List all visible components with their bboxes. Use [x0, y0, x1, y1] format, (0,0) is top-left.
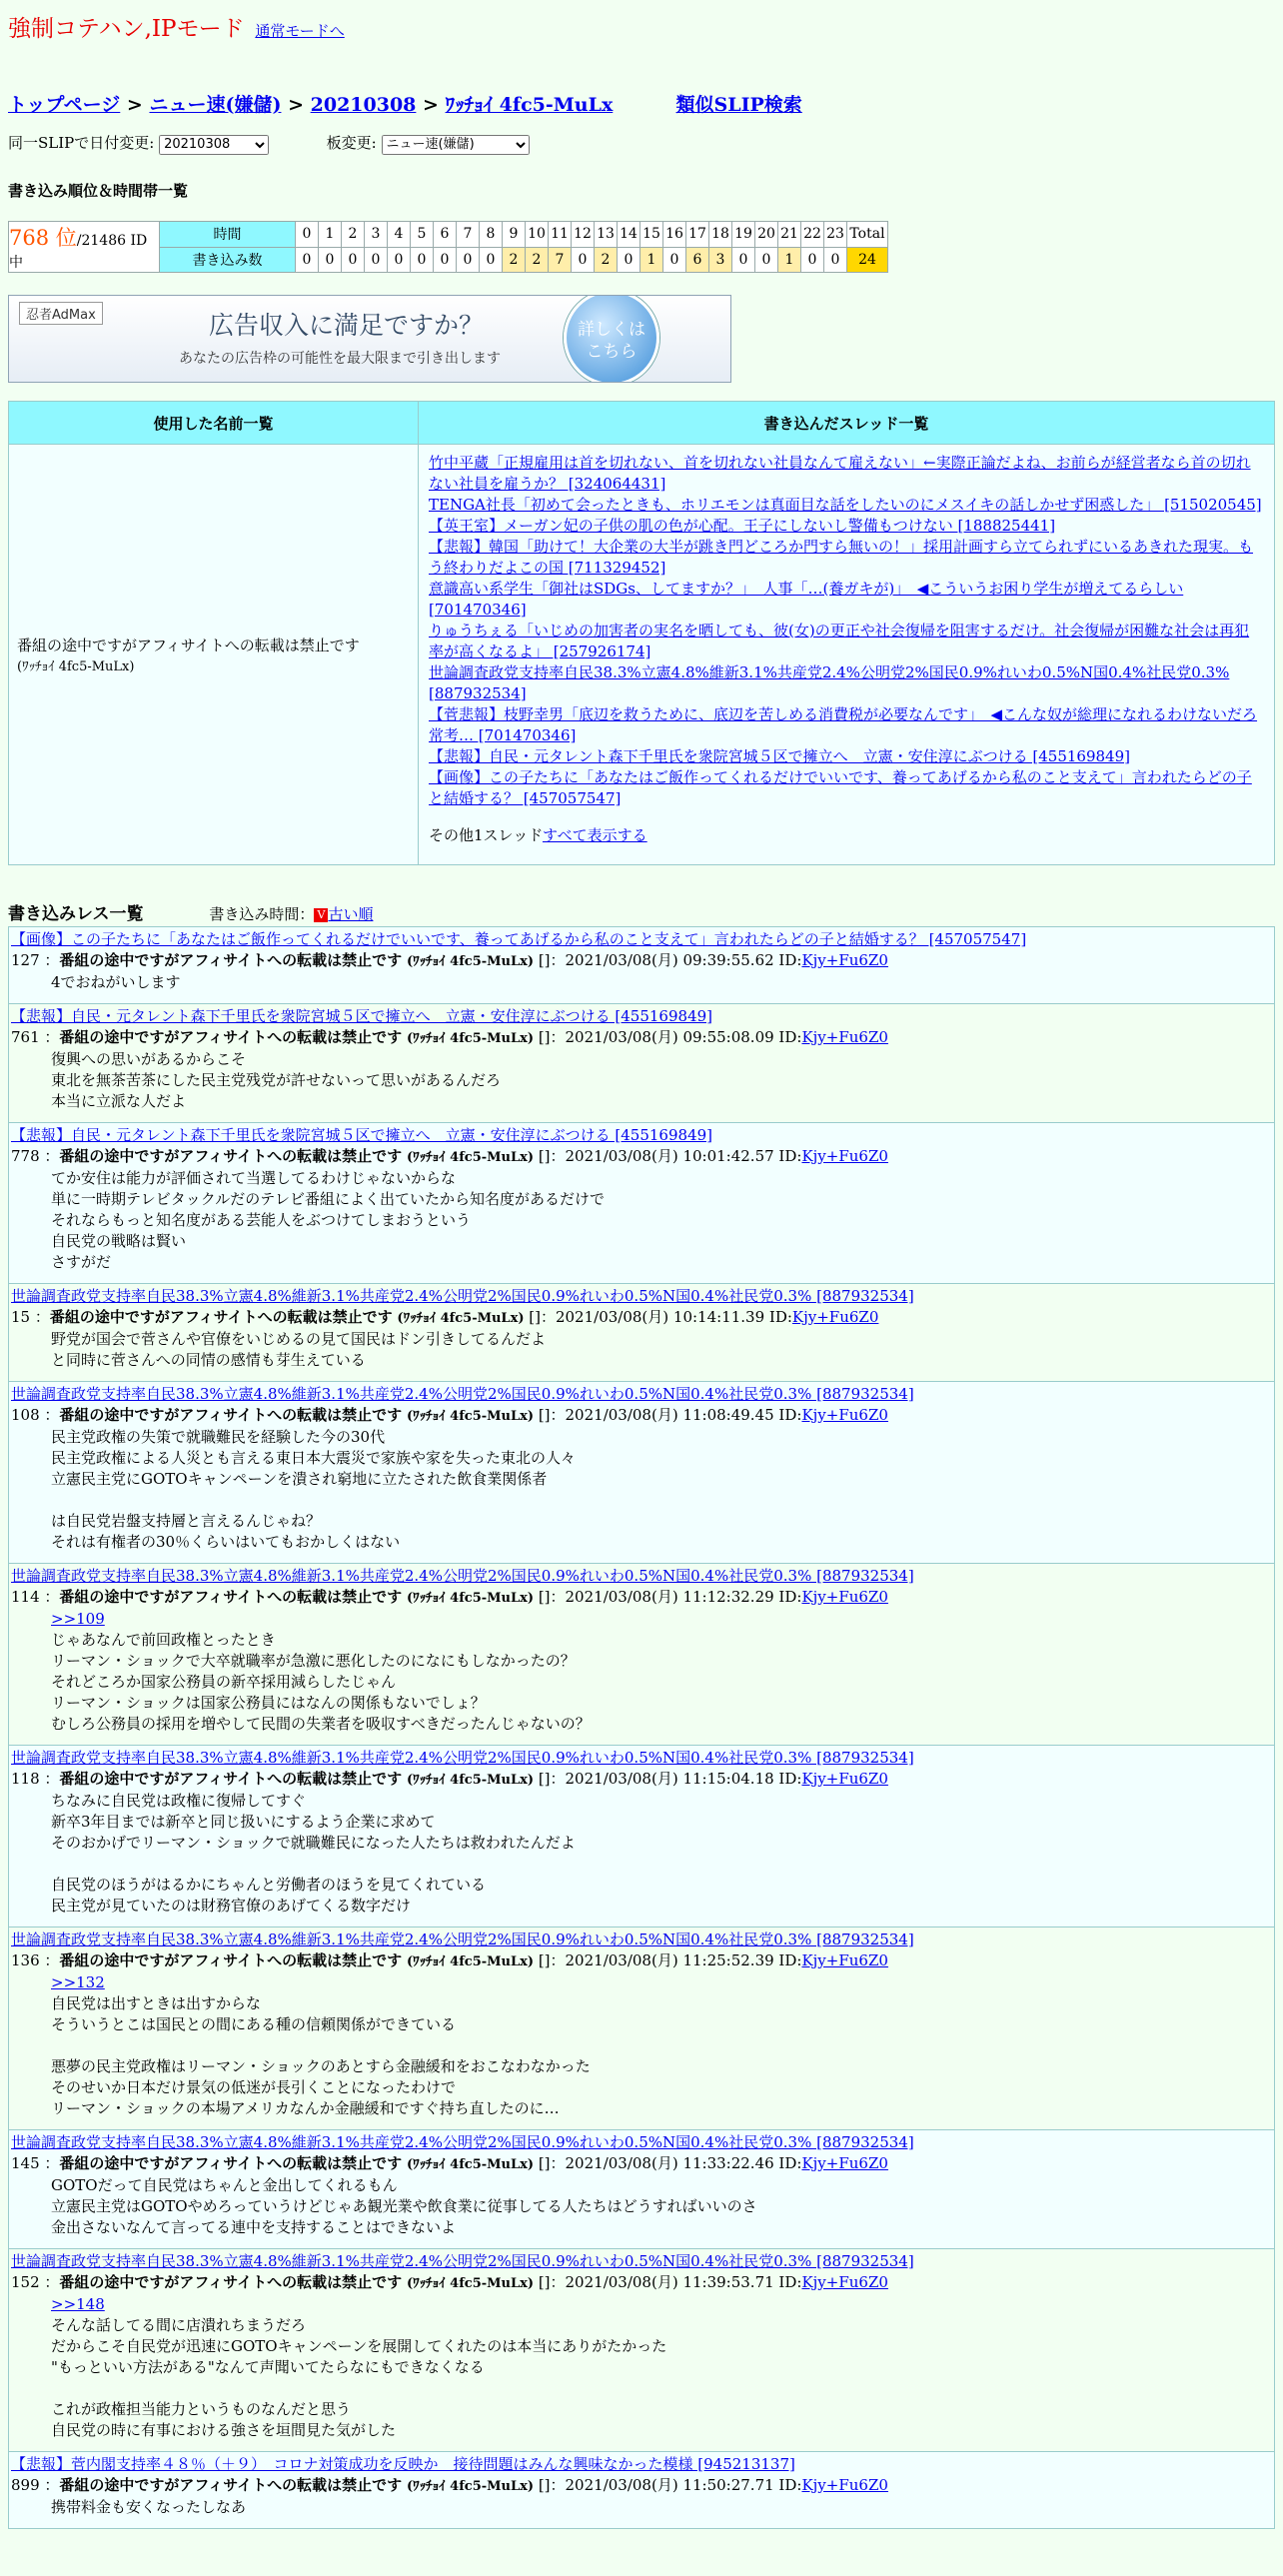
normal-mode-link[interactable]: 通常モードへ [255, 22, 345, 40]
rank-total: /21486 ID中 [9, 233, 148, 271]
hour-cell: 14 [618, 222, 641, 248]
hour-cell: 12 [572, 222, 595, 248]
hour-cell: 5 [411, 222, 434, 248]
date-select[interactable] [159, 135, 269, 155]
ad-details-button[interactable]: 詳しくは こちら [564, 295, 659, 383]
post-body: 4でおねがいします [51, 973, 181, 991]
post-author: 番組の途中ですがアフィサイトへの転載は禁止です [59, 1951, 403, 1969]
count-cell: 0 [296, 247, 319, 273]
count-cell: 0 [801, 247, 824, 273]
post-date: []：2021/03/08(月) 09:55:08.09 ID: [538, 1028, 802, 1046]
board-change-label: 板変更: [326, 134, 377, 152]
post-trip: (ﾜｯﾁｮｲ 4fc5-MuLx) [406, 1773, 535, 1788]
time-row-label: 時間 [160, 222, 296, 248]
count-cell: 0 [319, 247, 342, 273]
post-thread-link[interactable]: 【画像】この子たちに「あなたはご飯作ってくれるだけでいいです、養ってあげるから私のこと支えて」言われたらどの子と結婚する？ [457057547] [11, 930, 1027, 948]
count-cell: 0 [663, 247, 686, 273]
post-meta: 118 ：番組の途中ですがアフィサイトへの転載は禁止です (ﾜｯﾁｮｲ 4fc5-MuLx) []：2021/03/08(月) 11:15:04.18 ID:Kjy+Fu6Z0 [11, 1770, 888, 1788]
post-trip: (ﾜｯﾁｮｲ 4fc5-MuLx) [406, 1954, 535, 1969]
count-cell: 2 [503, 247, 526, 273]
post-body: 野党が国会で菅さんや官僚をいじめるの見て国民はドン引きしてるんだよ と同時に菅さんへの同情の感情も芽生えている [51, 1330, 547, 1369]
board-select[interactable] [382, 135, 530, 155]
post-meta: 114 ：番組の途中ですがアフィサイトへの転載は禁止です (ﾜｯﾁｮｲ 4fc5-MuLx) []：2021/03/08(月) 11:12:32.29 ID:Kjy+Fu6Z0 [11, 1588, 888, 1606]
post-number: 136 [11, 1951, 40, 1969]
hour-cell: 3 [365, 222, 388, 248]
post-date: []：2021/03/08(月) 10:01:42.57 ID: [538, 1147, 802, 1165]
post-meta: 152 ：番組の途中ですがアフィサイトへの転載は禁止です (ﾜｯﾁｮｲ 4fc5-MuLx) []：2021/03/08(月) 11:39:53.71 ID:Kjy+Fu6Z0 [11, 2273, 888, 2291]
post-date: []：2021/03/08(月) 11:39:53.71 ID: [538, 2273, 802, 2291]
hour-cell: 1 [319, 222, 342, 248]
page-header [8, 10, 1275, 40]
hour-cell: 21 [778, 222, 801, 248]
count-cell: 2 [526, 247, 549, 273]
thread-link[interactable]: 【悲報】自民・元タレント森下千里氏を衆院宮城５区で擁立へ 立憲・安住淳にぶつける [455169849] [429, 747, 1130, 765]
reply-anchor-link[interactable] [11, 1609, 1274, 1630]
post-author: 番組の途中ですがアフィサイトへの転載は禁止です [59, 1588, 403, 1606]
post-number: 114 [11, 1588, 40, 1606]
post-item [8, 1381, 1275, 1564]
post-meta: 778 ：番組の途中ですがアフィサイトへの転載は禁止です (ﾜｯﾁｮｲ 4fc5-MuLx) []：2021/03/08(月) 10:01:42.57 ID:Kjy+Fu6Z0 [11, 1147, 888, 1165]
names-cell [9, 445, 419, 865]
post-thread-link[interactable]: 【悲報】自民・元タレント森下千里氏を衆院宮城５区で擁立へ 立憲・安住淳にぶつける [455169849] [11, 1126, 712, 1144]
post-trip: (ﾜｯﾁｮｲ 4fc5-MuLx) [406, 2479, 535, 2494]
count-cell: 6 [686, 247, 709, 273]
post-number: 152 [11, 2273, 40, 2291]
date-change-label: 同一SLIPで日付変更: [8, 134, 155, 152]
post-date: []：2021/03/08(月) 11:15:04.18 ID: [538, 1770, 802, 1788]
post-meta: 145 ：番組の途中ですがアフィサイトへの転載は禁止です (ﾜｯﾁｮｲ 4fc5-MuLx) []：2021/03/08(月) 11:33:22.46 ID:Kjy+Fu6Z0 [11, 2154, 888, 2172]
post-author: 番組の途中ですがアフィサイトへの転載は禁止です [49, 1308, 393, 1326]
hour-total-label: Total [847, 222, 888, 248]
post-item [8, 1745, 1275, 1928]
post-number: 145 [11, 2154, 40, 2172]
similar-slip-link[interactable]: 類似SLIP検索 [675, 94, 802, 116]
post-meta: 136 ：番組の途中ですがアフィサイトへの転載は禁止です (ﾜｯﾁｮｲ 4fc5-MuLx) []：2021/03/08(月) 11:25:52.39 ID:Kjy+Fu6Z0 [11, 1951, 888, 1969]
poster-name: 番組の途中ですがアフィサイトへの転載は禁止です [17, 637, 360, 654]
post-meta: 108 ：番組の途中ですがアフィサイトへの転載は禁止です (ﾜｯﾁｮｲ 4fc5-MuLx) []：2021/03/08(月) 11:08:49.45 ID:Kjy+Fu6Z0 [11, 1406, 888, 1424]
hour-cell: 17 [686, 222, 709, 248]
reply-anchor[interactable]: >>132 [51, 1973, 105, 1991]
count-cell: 0 [457, 247, 480, 273]
post-item [8, 2129, 1275, 2249]
threads-cell [419, 445, 1275, 865]
reply-anchor[interactable]: >>148 [51, 2295, 105, 2313]
posts-title: 書き込みレス一覧 [8, 904, 144, 924]
thread-list [429, 453, 1264, 809]
count-cell: 0 [342, 247, 365, 273]
rank-cell [9, 222, 160, 273]
post-author: 番組の途中ですがアフィサイトへの転載は禁止です [59, 1028, 403, 1046]
count-cell: 0 [732, 247, 755, 273]
rank-value: 768 位 [9, 226, 77, 250]
post-meta: 127 ：番組の途中ですがアフィサイトへの転載は禁止です (ﾜｯﾁｮｲ 4fc5-MuLx) []：2021/03/08(月) 09:39:55.62 ID:Kjy+Fu6Z0 [11, 951, 888, 969]
post-author: 番組の途中ですがアフィサイトへの転載は禁止です [59, 1406, 403, 1424]
post-thread-link[interactable]: 【悲報】菅内閣支持率４８％（＋９） コロナ対策成功を反映か 接待問題はみんな興味なかった模様 [945213137] [11, 2455, 795, 2473]
count-cell: 0 [480, 247, 503, 273]
post-body: 携帯料金も安くなったしなあ [51, 2498, 247, 2516]
post-body: GOTOだって自民党はちゃんと金出してくれるもん 立憲民主党はGOTOやめろっていうけどじゃあ観光業や飲食業に従事してる人たちはどうすればいいのさ 金出さないなんて言ってる連中を支持することはできないよ [51, 2176, 757, 2236]
post-meta: 15 ：番組の途中ですがアフィサイトへの転載は禁止です (ﾜｯﾁｮｲ 4fc5-MuLx) []：2021/03/08(月) 10:14:11.39 ID:Kjy+Fu6Z0 [11, 1308, 879, 1326]
post-author: 番組の途中ですがアフィサイトへの転載は禁止です [59, 951, 403, 969]
selector-row [8, 132, 1275, 156]
post-date: []：2021/03/08(月) 10:14:11.39 ID: [529, 1308, 792, 1326]
post-thread-link[interactable]: 世論調査政党支持率自民38.3%立憲4.8%維新3.1%共産党2.4%公明党2%国民0.9%れいわ0.5%N国0.4%社民党0.3% [887932534] [11, 1931, 914, 1948]
thread-link[interactable]: 意識高い系学生「御社はSDGs、してますか？」 人事「…(養ガキが)」 ◀こういうお困り学生が増えてるらしい [701470346] [429, 580, 1184, 619]
post-author: 番組の途中ですがアフィサイトへの転載は禁止です [59, 1770, 403, 1788]
order-label: 書き込み時間： [209, 905, 315, 923]
ad-banner[interactable] [8, 295, 731, 383]
hour-cell: 16 [663, 222, 686, 248]
order-control [209, 905, 373, 923]
post-date: []：2021/03/08(月) 11:12:32.29 ID: [538, 1588, 802, 1606]
hour-cell: 9 [503, 222, 526, 248]
post-thread-link[interactable]: 世論調査政党支持率自民38.3%立憲4.8%維新3.1%共産党2.4%公明党2%国民0.9%れいわ0.5%N国0.4%社民党0.3% [887932534] [11, 1567, 914, 1585]
post-id-link[interactable]: Kjy+Fu6Z0 [801, 1028, 888, 1046]
post-id-link[interactable]: Kjy+Fu6Z0 [801, 2273, 888, 2291]
hour-cell: 10 [526, 222, 549, 248]
count-cell: 1 [641, 247, 663, 273]
post-id-link[interactable]: Kjy+Fu6Z0 [801, 1588, 888, 1606]
posts-heading [8, 899, 1275, 927]
breadcrumb-slip[interactable]: ﾜｯﾁｮｲ 4fc5-MuLx [445, 94, 614, 116]
post-body: 自民党は出すときは出すからな そういうとこは国民との間にある種の信頼関係ができている 悪夢の民主党政権はリーマン・ショックのあとすら金融緩和をおこなわなかった そのせいか日本だけ景気の低迷が長引くことになったわけで リーマン・ショックの本場アメリカなんか金融緩和ですぐ持ち直したのに… [51, 1994, 591, 2117]
post-item [8, 1003, 1275, 1123]
post-number: 15 [11, 1308, 31, 1326]
post-item [8, 2248, 1275, 2452]
post-date: []：2021/03/08(月) 11:33:22.46 ID: [538, 2154, 802, 2172]
post-item [8, 1283, 1275, 1382]
post-thread-link[interactable]: 世論調査政党支持率自民38.3%立憲4.8%維新3.1%共産党2.4%公明党2%国民0.9%れいわ0.5%N国0.4%社民党0.3% [887932534] [11, 2252, 914, 2270]
count-cell: 3 [709, 247, 732, 273]
post-id-link[interactable]: Kjy+Fu6Z0 [801, 951, 888, 969]
count-cell: 0 [618, 247, 641, 273]
hour-cell: 6 [434, 222, 457, 248]
post-body: 復興への思いがあるからこそ 東北を無茶苦茶にした民主党残党が許せないって思いがあるんだろ 本当に立派な人だよ [51, 1050, 502, 1110]
hour-cell: 20 [755, 222, 778, 248]
post-id-link[interactable]: Kjy+Fu6Z0 [801, 1147, 888, 1165]
oldest-first-link[interactable]: 古い順 [328, 905, 374, 923]
hour-cell: 23 [824, 222, 847, 248]
hour-cell: 11 [549, 222, 572, 248]
reply-anchor-link[interactable] [11, 1972, 1274, 1993]
hour-cell: 2 [342, 222, 365, 248]
post-number: 761 [11, 1028, 40, 1046]
hour-cell: 0 [296, 222, 319, 248]
breadcrumb-board[interactable]: ニュー速(嫌儲) [149, 94, 282, 116]
post-trip: (ﾜｯﾁｮｲ 4fc5-MuLx) [406, 1591, 535, 1606]
post-id-link[interactable]: Kjy+Fu6Z0 [791, 1308, 879, 1326]
post-author: 番組の途中ですがアフィサイトへの転載は禁止です [59, 2273, 403, 2291]
thread-link[interactable]: 【画像】この子たちに「あなたはご飯作ってくれるだけでいいです、養ってあげるから私のこと支えて」言われたらどの子と結婚する？ [457057547] [429, 768, 1252, 807]
count-cell: 7 [549, 247, 572, 273]
thread-link[interactable]: TENGA社長「初めて会ったときも、ホリエモンは真面目な話をしたいのにメスイキの話しかせず困惑した」 [515020545] [429, 496, 1262, 514]
count-cell: 0 [388, 247, 411, 273]
count-cell: 0 [572, 247, 595, 273]
poster-trip: (ﾜｯﾁｮｲ 4fc5-MuLx) [17, 659, 135, 674]
sort-icon: V [314, 908, 328, 922]
post-id-link[interactable]: Kjy+Fu6Z0 [801, 1951, 888, 1969]
count-total: 24 [847, 247, 888, 273]
ad-headline: 広告収入に満足ですか？ [209, 311, 485, 340]
hour-cell: 19 [732, 222, 755, 248]
hour-cell: 18 [709, 222, 732, 248]
post-trip: (ﾜｯﾁｮｲ 4fc5-MuLx) [406, 1031, 535, 1046]
post-id-link[interactable]: Kjy+Fu6Z0 [801, 1406, 888, 1424]
post-number: 108 [11, 1406, 40, 1424]
post-meta: 899 ：番組の途中ですがアフィサイトへの転載は禁止です (ﾜｯﾁｮｲ 4fc5-MuLx) []：2021/03/08(月) 11:50:27.71 ID:Kjy+Fu6Z0 [11, 2476, 888, 2494]
post-item [8, 1563, 1275, 1746]
hour-cell: 8 [480, 222, 503, 248]
count-cell: 0 [824, 247, 847, 273]
post-thread-link[interactable]: 世論調査政党支持率自民38.3%立憲4.8%維新3.1%共産党2.4%公明党2%国民0.9%れいわ0.5%N国0.4%社民党0.3% [887932534] [11, 1287, 914, 1305]
reply-anchor[interactable]: >>109 [51, 1610, 105, 1628]
post-author: 番組の途中ですがアフィサイトへの転載は禁止です [59, 2154, 403, 2172]
thread-link[interactable]: りゅうちぇる「いじめの加害者の実名を晒しても、彼(女)の更正や社会復帰を阻害するだけ。社会復帰が困難な社会は再犯率が高くなるよ」 [257926174] [429, 622, 1250, 660]
post-thread-link[interactable]: 世論調査政党支持率自民38.3%立憲4.8%維新3.1%共産党2.4%公明党2%国民0.9%れいわ0.5%N国0.4%社民党0.3% [887932534] [11, 2133, 914, 2151]
post-number: 778 [11, 1147, 40, 1165]
post-trip: (ﾜｯﾁｮｲ 4fc5-MuLx) [406, 2157, 535, 2172]
hour-cell: 22 [801, 222, 824, 248]
post-number: 899 [11, 2476, 40, 2494]
posts-list [8, 926, 1275, 2529]
thread-link[interactable]: 竹中平蔵「正規雇用は首を切れない、首を切れない社員なんて雇えない」←実際正論だよね、お前らが経営者なら首の切れない社員を雇うか？ [324064431] [429, 454, 1251, 493]
thread-link[interactable]: 【英王室】メーガン妃の子供の肌の色が心配。王子にしないし警備もつけない [188825441] [429, 517, 1056, 535]
post-author: 番組の途中ですがアフィサイトへの転載は禁止です [59, 1147, 403, 1165]
breadcrumb-top[interactable]: トップページ [8, 94, 121, 116]
breadcrumb-date[interactable]: 20210308 [310, 94, 417, 116]
post-item [8, 926, 1275, 1004]
count-row-label: 書き込み数 [160, 247, 296, 273]
ranking-table [8, 221, 888, 273]
post-trip: (ﾜｯﾁｮｲ 4fc5-MuLx) [406, 954, 535, 969]
ad-subtext: あなたの広告枠の可能性を最大限まで引き出します [179, 351, 501, 367]
post-item [8, 2451, 1275, 2529]
ranking-heading: 書き込み順位＆時間帯一覧 [8, 182, 189, 200]
post-item [8, 1927, 1275, 2130]
hour-cell: 13 [595, 222, 618, 248]
hour-cell: 7 [457, 222, 480, 248]
count-cell: 0 [755, 247, 778, 273]
post-meta: 761 ：番組の途中ですがアフィサイトへの転載は禁止です (ﾜｯﾁｮｲ 4fc5-MuLx) []：2021/03/08(月) 09:55:08.09 ID:Kjy+Fu6Z0 [11, 1028, 888, 1046]
names-threads-table [8, 401, 1275, 865]
post-trip: (ﾜｯﾁｮｲ 4fc5-MuLx) [406, 1150, 535, 1165]
count-cell: 0 [365, 247, 388, 273]
threads-column-header: 書き込んだスレッド一覧 [419, 402, 1275, 445]
thread-link[interactable]: 【悲報】韓国「助けて！大企業の大半が跳き門どころか門すら無いの！」採用計画すら立てられずにいるあきれた現実。もう終わりだよこの国 [711329452] [429, 538, 1254, 577]
show-all-threads-link[interactable]: すべて表示する [542, 826, 647, 844]
post-id-link[interactable]: Kjy+Fu6Z0 [801, 2154, 888, 2172]
post-body: 民主党政権の失策で就職難民を経験した今の30代 民主党政権による人災とも言える東日本大震災で家族や家を失った東北の人々 立憲民主党にGOTOキャンペーンを潰され窮地に立たされた飲食業関係者 は自民党岩盤支持層と言えるんじゃね？ それは有権者の30％くらいはいてもおかしくはない [51, 1428, 577, 1551]
post-id-link[interactable]: Kjy+Fu6Z0 [801, 1770, 888, 1788]
post-thread-link[interactable]: 【悲報】自民・元タレント森下千里氏を衆院宮城５区で擁立へ 立憲・安住淳にぶつける [455169849] [11, 1007, 712, 1025]
thread-link[interactable]: 世論調査政党支持率自民38.3%立憲4.8%維新3.1%共産党2.4%公明党2%国民0.9%れいわ0.5%N国0.4%社民党0.3% [887932534] [429, 663, 1230, 702]
mode-title: 強制コテハン,IPモード [8, 16, 245, 42]
post-body: ちなみに自民党は政権に復帰してすぐ 新卒3年目までは新卒と同じ扱いにするよう企業に求めて そのおかげでリーマン・ショックで就職難民になった人たちは救われたんだよ 自民党のほうがはるかにちゃんと労働者のほうを見てくれている 民主党が見ていたのは財務官僚のあげてくる数字だけ [51, 1792, 576, 1915]
post-date: []：2021/03/08(月) 11:25:52.39 ID: [538, 1951, 802, 1969]
post-thread-link[interactable]: 世論調査政党支持率自民38.3%立憲4.8%維新3.1%共産党2.4%公明党2%国民0.9%れいわ0.5%N国0.4%社民党0.3% [887932534] [11, 1385, 914, 1403]
names-column-header: 使用した名前一覧 [9, 402, 419, 445]
count-cell: 1 [778, 247, 801, 273]
more-threads-text: その他1スレッド [429, 826, 543, 844]
post-trip: (ﾜｯﾁｮｲ 4fc5-MuLx) [406, 2276, 535, 2291]
count-cell: 2 [595, 247, 618, 273]
post-body: そんな話してる間に店潰れちまうだろ だからこそ自民党が迅速にGOTOキャンペーンを展開してくれたのは本当にありがたかった "もっといい方法がある"なんて声聞いてたらなにもできなくなる これが政権担当能力というものなんだと思う 自民党の時に有事における強さを垣間見た気がした [51, 2316, 667, 2439]
post-date: []：2021/03/08(月) 11:50:27.71 ID: [538, 2476, 802, 2494]
post-author: 番組の途中ですがアフィサイトへの転載は禁止です [59, 2476, 403, 2494]
post-number: 118 [11, 1770, 40, 1788]
ad-logo: 忍者AdMax [19, 302, 103, 325]
post-body: てか安住は能力が評価されて当選してるわけじゃないからな 単に一時期テレビタックルだのテレビ番組によく出ていたから知名度があるだけで それならもっと知名度がある芸能人をぶつけてしまおうという 自民党の戦略は賢い さすがだ [51, 1169, 605, 1271]
count-cell: 0 [411, 247, 434, 273]
hour-cell: 4 [388, 222, 411, 248]
count-cell: 0 [434, 247, 457, 273]
post-date: []：2021/03/08(月) 11:08:49.45 ID: [538, 1406, 802, 1424]
reply-anchor-link[interactable] [11, 2294, 1274, 2315]
post-thread-link[interactable]: 世論調査政党支持率自民38.3%立憲4.8%維新3.1%共産党2.4%公明党2%国民0.9%れいわ0.5%N国0.4%社民党0.3% [887932534] [11, 1749, 914, 1767]
more-threads [429, 825, 1264, 846]
thread-link[interactable]: 【菅悲報】枝野幸男「底辺を救うために、底辺を苦しめる消費税が必要なんです」 ◀こんな奴が総理になれるわけないだろ常考… [701470346] [429, 705, 1258, 744]
breadcrumb: トップページ > ニュー速(嫌儲) > 20210308 > ﾜｯﾁｮｲ 4fc5-MuLx 類似SLIP検索 [8, 94, 802, 116]
post-number: 127 [11, 951, 40, 969]
post-trip: (ﾜｯﾁｮｲ 4fc5-MuLx) [397, 1311, 525, 1326]
post-id-link[interactable]: Kjy+Fu6Z0 [801, 2476, 888, 2494]
post-date: []：2021/03/08(月) 09:39:55.62 ID: [538, 951, 802, 969]
post-trip: (ﾜｯﾁｮｲ 4fc5-MuLx) [406, 1409, 535, 1424]
hour-cell: 15 [641, 222, 663, 248]
post-item [8, 1122, 1275, 1284]
post-body: じゃあなんで前回政権とったとき リーマン・ショックで大卒就職率が急激に悪化したのになにもしなかったの？ それどころか国家公務員の新卒採用減らしたじゃん リーマン・ショックは国家公務員にはなんの関係もないでしょ？ むしろ公務員の採用を増やして民間の失業者を吸収すべきだったんじゃないの？ [51, 1631, 591, 1733]
